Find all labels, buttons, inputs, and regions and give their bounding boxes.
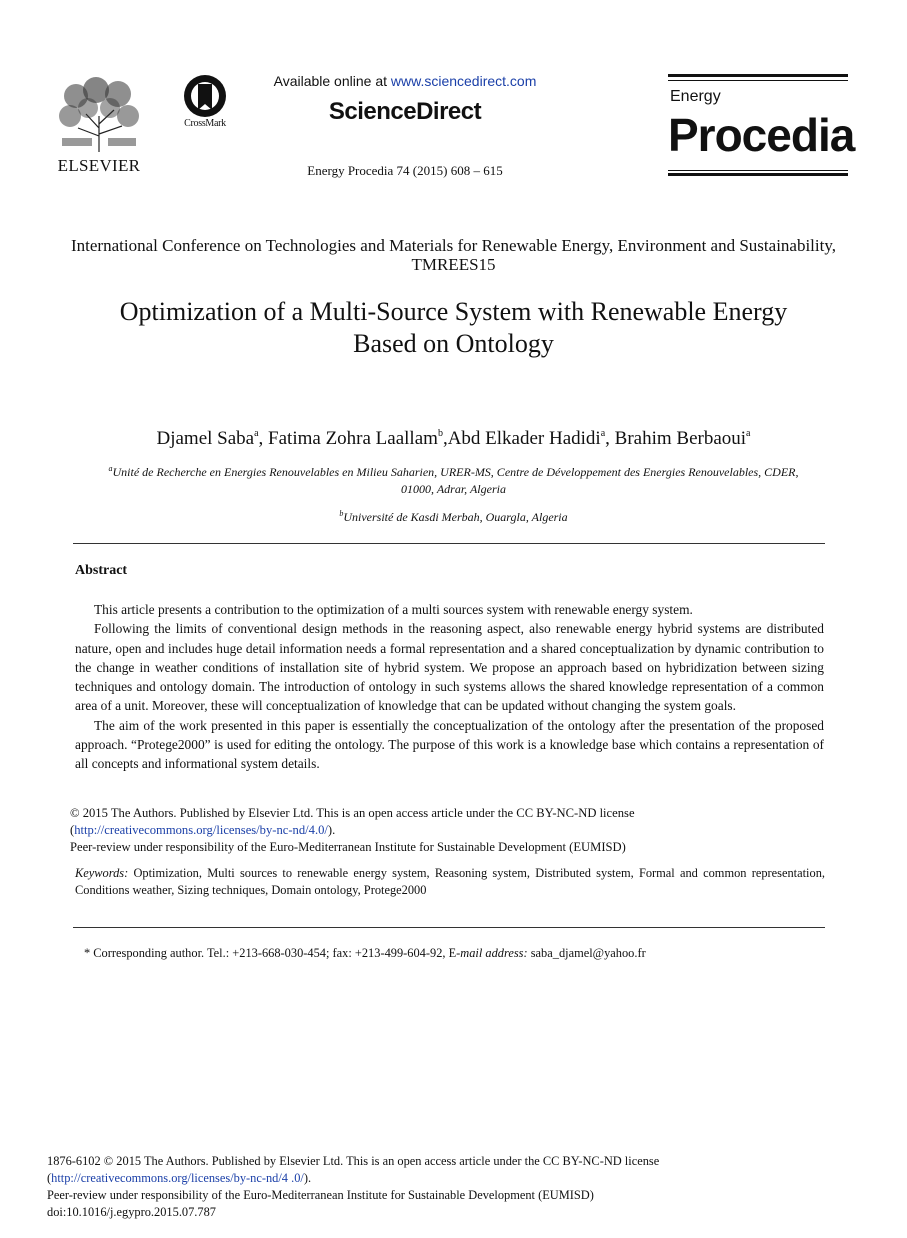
elsevier-logo[interactable] bbox=[52, 76, 146, 178]
license-url-link[interactable]: http://creativecommons.org/licenses/by-nc-nd/4.0/ bbox=[74, 823, 328, 837]
affiliation-a-line-2: 01000, Adrar, Algeria bbox=[401, 482, 506, 496]
footer-line-3: Peer-review under responsibility of the Euro-Mediterranean Institute for Sustainable Development (EUMISD) bbox=[47, 1188, 594, 1202]
logo-rule-top-thin bbox=[668, 80, 848, 81]
sciencedirect-link[interactable]: www.sciencedirect.com bbox=[390, 73, 537, 89]
sciencedirect-logo[interactable]: ScienceDirect bbox=[328, 98, 482, 125]
author-affiliation-mark: a bbox=[600, 428, 606, 439]
paper-title bbox=[60, 296, 847, 360]
corresponding-email[interactable]: saba_djamel@yahoo.fr bbox=[527, 946, 646, 960]
conference-name: International Conference on Technologies and Materials for Renewable Energy, Environment and Sustainability, TMREES15 bbox=[71, 236, 836, 274]
affiliation-a bbox=[76, 464, 831, 498]
license-close: ). bbox=[327, 823, 336, 837]
rule-bottom bbox=[73, 927, 825, 928]
title-line-1: Optimization of a Multi-Source System with Renewable Energy bbox=[119, 297, 788, 326]
keywords bbox=[75, 865, 825, 899]
crossmark-label: CrossMark bbox=[184, 118, 226, 129]
journal-procedia-word: Procedia bbox=[668, 109, 855, 161]
corresponding-author bbox=[84, 946, 824, 961]
abstract-paragraph-2: Following the limits of conventional design methods in the reasoning aspect, also renewable energy hybrid systems are distributed nature, open and includes huge detail information needs a formal representation and a shared conceptualization by dynamic contribution to the change in weather conditions of installation site of hybrid system. We propose an approach based on hybridization between sizing techniques and ontology domain. The introduction of ontology in such systems allows the shared knowledge representation of a common area of a unit. Moreover, these will conceptualization of knowledge that can be updated without changing the system goals. bbox=[75, 621, 824, 714]
logo-rule-bottom-thin bbox=[668, 170, 848, 171]
affiliation-b-mark: b bbox=[339, 509, 344, 518]
footer-license-link[interactable]: http://creativecommons.org/licenses/by-nc-nd/4 .0/ bbox=[51, 1171, 304, 1185]
elsevier-tree-icon bbox=[56, 76, 142, 152]
license-line-1: © 2015 The Authors. Published by Elsevier Ltd. This is an open access article under the CC BY-NC-ND license bbox=[70, 806, 635, 820]
logo-rule-top bbox=[668, 74, 848, 77]
page-footer bbox=[47, 1153, 867, 1221]
footer-paren: ( bbox=[47, 1171, 52, 1185]
elsevier-wordmark: ELSEVIER bbox=[57, 156, 141, 175]
license-line-2 bbox=[70, 822, 830, 839]
logo-rule-bottom bbox=[668, 173, 848, 176]
available-prefix: Available online at bbox=[273, 73, 391, 89]
keywords-label: Keywords: bbox=[75, 866, 129, 880]
crossmark-badge[interactable] bbox=[174, 74, 236, 134]
author-name: Abd Elkader Hadidi bbox=[447, 428, 601, 449]
author-affiliation-mark: b bbox=[437, 428, 443, 439]
footer-doi[interactable]: doi:10.1016/j.egypro.2015.07.787 bbox=[47, 1205, 216, 1219]
keywords-text: Optimization, Multi sources to renewable energy system, Reasoning system, Distributed system, Formal and common representation, Conditions weather, Sizing techniques, Domain ontology, Protege2000 bbox=[75, 866, 825, 897]
affiliation-a-mark: a bbox=[108, 464, 113, 473]
affiliation-b-text: Université de Kasdi Merbah, Ouargla, Algeria bbox=[343, 510, 568, 524]
abstract-paragraph-1: This article presents a contribution to the optimization of a multi sources system with renewable energy system. bbox=[94, 602, 693, 617]
license-line-3: Peer-review under responsibility of the Euro-Mediterranean Institute for Sustainable Development (EUMISD) bbox=[70, 840, 626, 854]
corresponding-prefix: * Corresponding author. Tel.: +213-668-030-454; fax: +213-499-604-92, E bbox=[84, 946, 457, 960]
affiliation-a-line-1 bbox=[76, 464, 831, 481]
email-label: -mail address: bbox=[456, 946, 528, 960]
author-separator: , bbox=[442, 428, 448, 449]
abstract-heading: Abstract bbox=[75, 563, 128, 578]
footer-line-1: 1876-6102 © 2015 The Authors. Published by Elsevier Ltd. This is an open access article under the CC BY-NC-ND license bbox=[47, 1154, 660, 1168]
affiliation-b bbox=[76, 510, 831, 525]
footer-close: ). bbox=[303, 1171, 312, 1185]
author-name: Brahim Berbaoui bbox=[614, 428, 747, 449]
energy-procedia-logo[interactable] bbox=[668, 74, 855, 178]
affiliation-a-text: Unité de Recherche en Energies Renouvelables en Milieu Saharien, URER-MS, Centre de Développement des Energies Renouvelables, CDER, bbox=[112, 465, 799, 479]
author-affiliation-mark: a bbox=[746, 428, 751, 439]
author-list bbox=[60, 428, 847, 450]
author-name: Fatima Zohra Laallam bbox=[268, 428, 438, 449]
author-separator: , bbox=[258, 428, 269, 449]
available-online bbox=[250, 73, 560, 89]
license-block bbox=[70, 805, 830, 856]
abstract-body bbox=[75, 600, 824, 774]
abstract-paragraph-3: The aim of the work presented in this paper is essentially the conceptualization of the ontology after the presentation of the proposed approach. “Protege2000” is used for editing the ontology. The purpose of this work is a knowledge base which contains a representation of all concepts and informational system details. bbox=[75, 717, 824, 772]
journal-reference: Energy Procedia 74 (2015) 608 – 615 bbox=[307, 163, 503, 178]
journal-energy-word: Energy bbox=[670, 88, 721, 105]
title-line-2: Based on Ontology bbox=[353, 329, 554, 358]
author-separator: , bbox=[605, 428, 615, 449]
rule-top bbox=[73, 543, 825, 544]
crossmark-icon bbox=[182, 74, 228, 118]
license-paren: ( bbox=[70, 823, 75, 837]
footer-line-2 bbox=[47, 1170, 867, 1187]
author-name: Djamel Saba bbox=[156, 428, 255, 449]
author-affiliation-mark: a bbox=[254, 428, 259, 439]
